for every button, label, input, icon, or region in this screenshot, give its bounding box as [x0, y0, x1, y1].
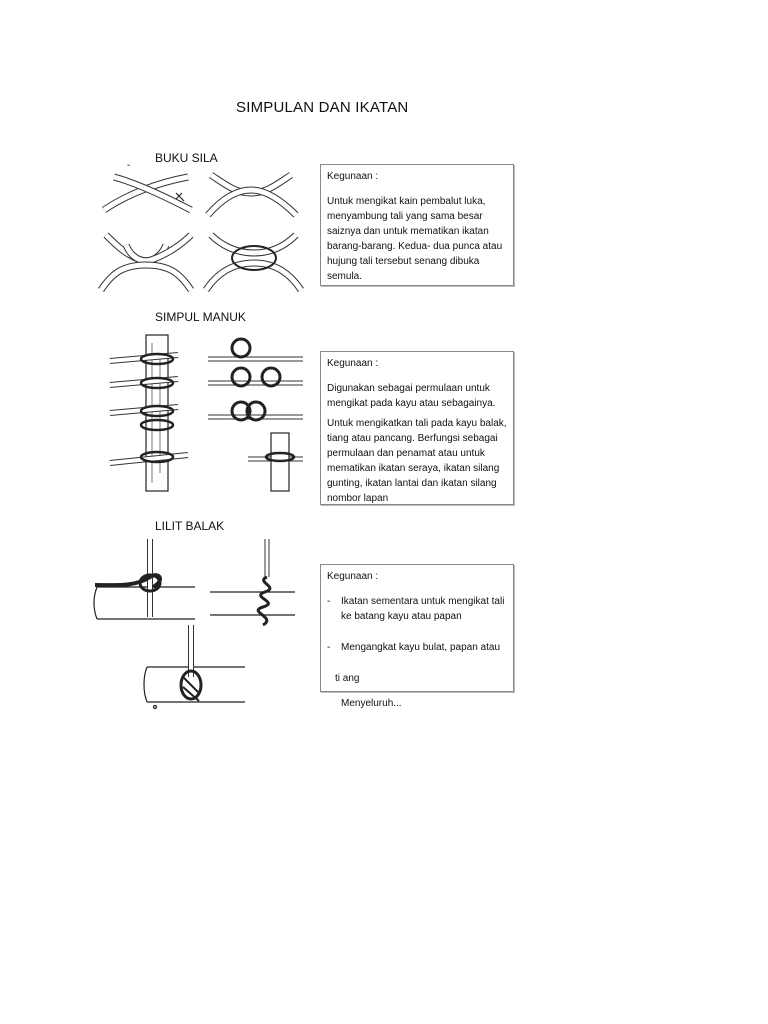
buku-sila-illustration	[96, 165, 311, 295]
stray-dash: -	[127, 160, 131, 171]
kegunaan-list-item: - Ikatan sementara untuk mengikat tali ke batang kayu atau papan	[327, 594, 507, 624]
kegunaan-text: Untuk mengikat kain pembalut luka, menyambung tali yang sama besar saiznya dan untuk mematikan ikatan barang-barang. Kedua- dua punca atau hujung tali tersebut senang dibuka semula.	[327, 196, 503, 282]
section-label-simpul-manuk: SIMPUL MANUK	[155, 310, 246, 324]
section-label-lilit-balak: LILIT BALAK	[155, 519, 225, 533]
kegunaan-text-2: Untuk mengikatkan tali pada kayu balak, tiang atau pancang. Berfungsi sebagai permulaan dan penamat atau untuk mematikan ikatan seraya, ikatan silang gunting, ikatan lantai dan ikatan silang nombor lapan	[327, 418, 507, 504]
kegunaan-heading: Kegunaan :	[327, 571, 379, 582]
kegunaan-list	[327, 594, 507, 655]
kegunaan-text-1: Digunakan sebagai permulaan untuk mengikat pada kayu atau sebagainya.	[327, 383, 496, 409]
page-title: SIMPULAN DAN IKATAN	[236, 99, 409, 116]
kegunaan-heading: Kegunaan :	[327, 358, 379, 369]
section-label-buku-sila: BUKU SILA	[155, 151, 218, 165]
kegunaan-heading: Kegunaan :	[327, 171, 379, 182]
kegunaan-cut-text: Menyeluruh...	[341, 698, 402, 709]
lilit-balak-illustration	[95, 537, 300, 712]
kegunaan-box-buku-sila	[320, 164, 514, 286]
kegunaan-continued: ti ang	[335, 673, 360, 684]
simpul-manuk-illustration	[108, 333, 308, 493]
kegunaan-list-item: - Mengangkat kayu bulat, papan atau	[327, 640, 507, 655]
kegunaan-box-lilit-balak	[320, 564, 514, 709]
kegunaan-box-simpul-manuk	[320, 351, 514, 505]
